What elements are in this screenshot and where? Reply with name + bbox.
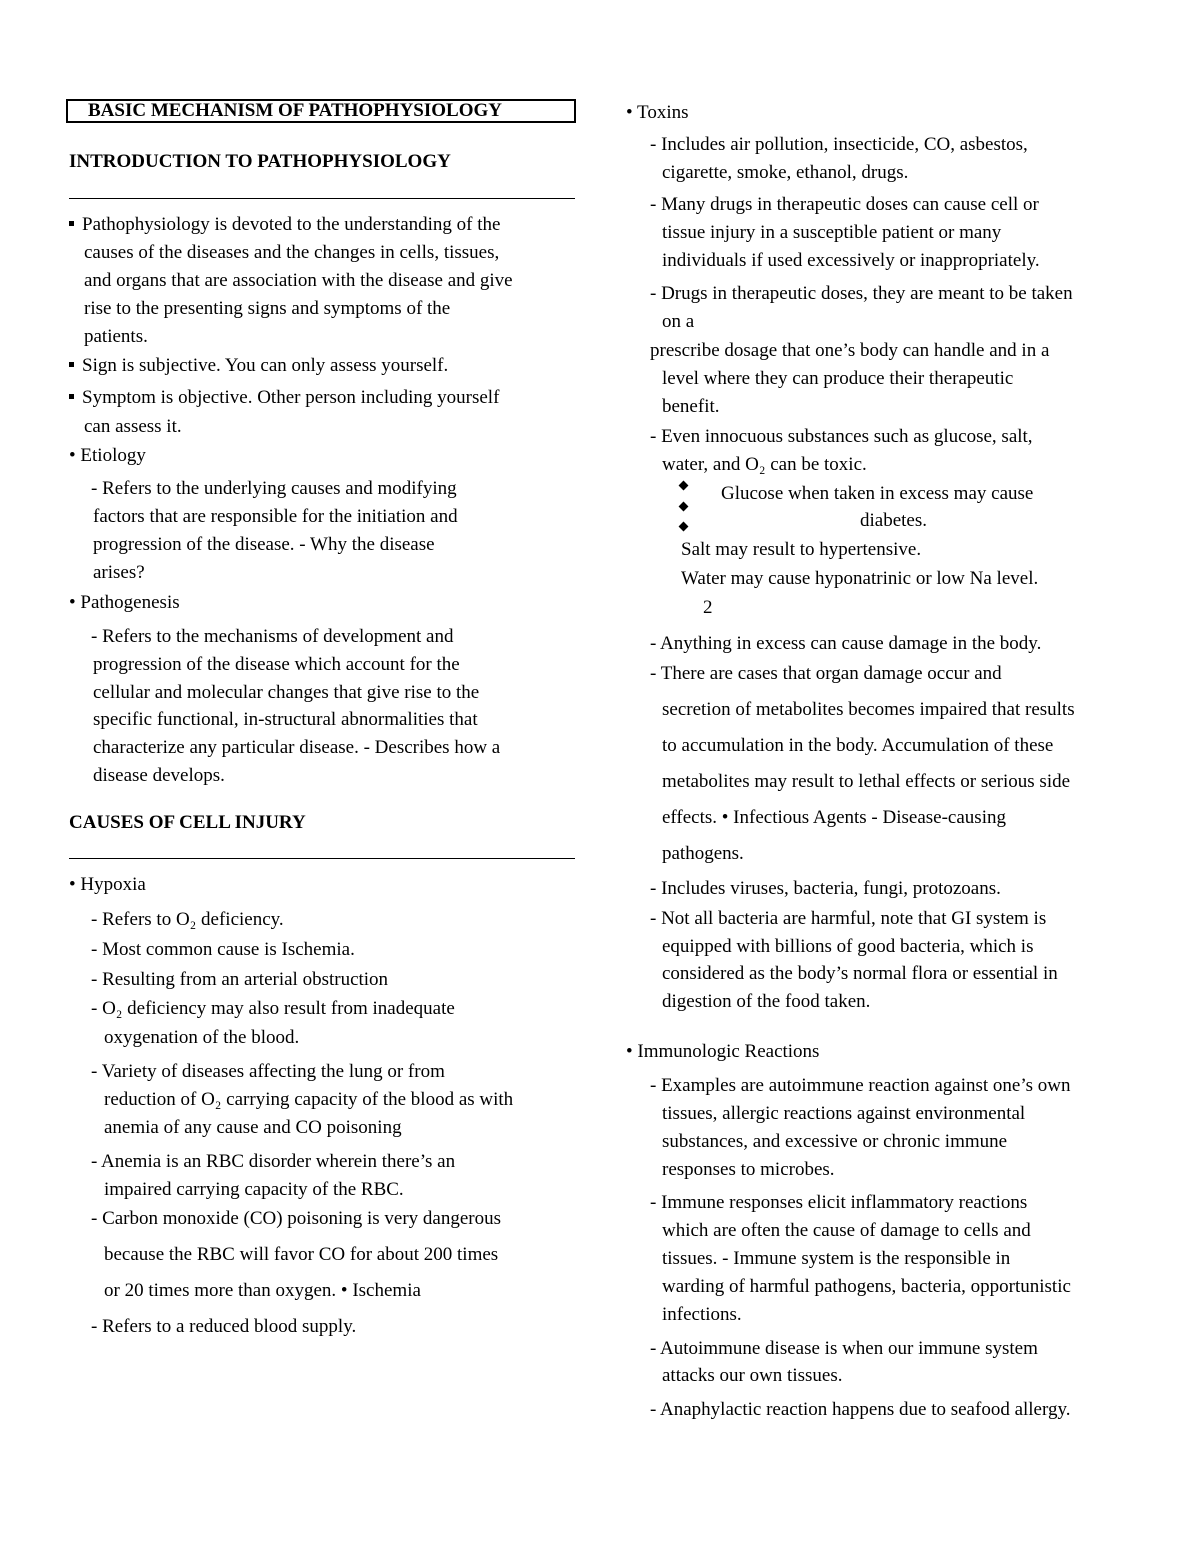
intro-bullet-3 xyxy=(69,388,499,408)
text-line: impaired carrying capacity of the RBC. xyxy=(104,1179,404,1200)
text-line: or 20 times more than oxygen. • Ischemia xyxy=(104,1280,421,1301)
text-line: pathogens. xyxy=(662,843,744,864)
text-line: Salt may result to hypertensive. xyxy=(681,539,922,560)
text-line: secretion of metabolites becomes impaired that results xyxy=(662,699,1075,720)
text-line: Pathophysiology is devoted to the understanding of the xyxy=(82,214,501,235)
text-line: diabetes. xyxy=(860,510,928,531)
hypoxia-bullet: • Hypoxia xyxy=(69,874,146,895)
text-line: equipped with billions of good bacteria, which is xyxy=(662,936,1034,957)
text-line: - Refers to O₂ deficiency. xyxy=(91,909,284,930)
text-line: - Most common cause is Ischemia. xyxy=(91,939,355,960)
etiology-bullet: • Etiology xyxy=(69,445,146,466)
text-line: effects. • Infectious Agents - Disease-causing xyxy=(662,807,1006,828)
text-line: level where they can produce their therapeutic xyxy=(662,368,1014,389)
document-title: BASIC MECHANISM OF PATHOPHYSIOLOGY xyxy=(66,99,576,123)
immunologic-bullet: • Immunologic Reactions xyxy=(626,1041,820,1062)
text-line: can assess it. xyxy=(84,416,182,437)
text-line: disease develops. xyxy=(93,765,225,786)
diamond-bullet-icon xyxy=(679,481,689,491)
text-line: - Includes viruses, bacteria, fungi, protozoans. xyxy=(650,878,1001,899)
text-line: tissues, allergic reactions against environmental xyxy=(662,1103,1026,1124)
text-line: - There are cases that organ damage occur and xyxy=(650,663,1002,684)
text-line: because the RBC will favor CO for about 200 times xyxy=(104,1244,499,1265)
intro-bullet-1 xyxy=(69,215,500,235)
text-line: digestion of the food taken. xyxy=(662,991,871,1012)
text-line: Symptom is objective. Other person including yourself xyxy=(82,387,500,408)
text-line: anemia of any cause and CO poisoning xyxy=(104,1117,402,1138)
text-line: - Variety of diseases affecting the lung or from xyxy=(91,1061,445,1082)
text-line: to accumulation in the body. Accumulation of these xyxy=(662,735,1054,756)
text-line: considered as the body’s normal flora or essential in xyxy=(662,963,1058,984)
text-line: progression of the disease. - Why the disease xyxy=(93,534,435,555)
text-line: - Even innocuous substances such as glucose, salt, xyxy=(650,426,1033,447)
text-line: arises? xyxy=(93,562,145,583)
diamond-bullet-icon xyxy=(679,522,689,532)
text-line: causes of the diseases and the changes in cells, tissues, xyxy=(84,242,500,263)
text-line: - Refers to a reduced blood supply. xyxy=(91,1316,357,1337)
intro-heading: INTRODUCTION TO PATHOPHYSIOLOGY xyxy=(69,151,451,172)
text-line: rise to the presenting signs and symptoms of the xyxy=(84,298,451,319)
text-line: - Examples are autoimmune reaction against one’s own xyxy=(650,1075,1071,1096)
intro-divider xyxy=(69,198,575,199)
text-line: - Immune responses elicit inflammatory reactions xyxy=(650,1192,1028,1213)
text-line: cigarette, smoke, ethanol, drugs. xyxy=(662,162,909,183)
text-line: - Many drugs in therapeutic doses can cause cell or xyxy=(650,194,1039,215)
text-line: - Not all bacteria are harmful, note that GI system is xyxy=(650,908,1047,929)
text-line: - Autoimmune disease is when our immune system xyxy=(650,1338,1038,1359)
text-line: - Drugs in therapeutic doses, they are meant to be taken xyxy=(650,283,1073,304)
square-bullet-icon xyxy=(69,394,74,399)
text-line: which are often the cause of damage to cells and xyxy=(662,1220,1031,1241)
text-line: warding of harmful pathogens, bacteria, opportunistic xyxy=(662,1276,1071,1297)
text-line: characterize any particular disease. - Describes how a xyxy=(93,737,501,758)
text-line: oxygenation of the blood. xyxy=(104,1027,300,1048)
text-line: metabolites may result to lethal effects or serious side xyxy=(662,771,1071,792)
text-line: - O₂ deficiency may also result from inadequate xyxy=(91,998,455,1019)
text-line: attacks our own tissues. xyxy=(662,1365,843,1386)
toxins-bullet: • Toxins xyxy=(626,102,689,123)
text-line: - Anything in excess can cause damage in the body. xyxy=(650,633,1042,654)
text-line: Glucose when taken in excess may cause xyxy=(721,483,1034,504)
square-bullet-icon xyxy=(69,362,74,367)
pathogenesis-bullet: • Pathogenesis xyxy=(69,592,180,613)
text-line: progression of the disease which account for the xyxy=(93,654,460,675)
text-line: benefit. xyxy=(662,396,720,417)
square-bullet-icon xyxy=(69,221,74,226)
text-line: - Refers to the mechanisms of development and xyxy=(91,626,454,647)
text-line: substances, and excessive or chronic immune xyxy=(662,1131,1008,1152)
text-line: tissue injury in a susceptible patient or many xyxy=(662,222,1002,243)
text-line: - Anemia is an RBC disorder wherein there’s an xyxy=(91,1151,456,1172)
text-line: on a xyxy=(662,311,695,332)
causes-divider xyxy=(69,858,575,859)
text-line: patients. xyxy=(84,326,148,347)
text-line: prescribe dosage that one’s body can handle and in a xyxy=(650,340,1050,361)
text-line: cellular and molecular changes that give rise to the xyxy=(93,682,480,703)
text-line: - Anaphylactic reaction happens due to seafood allergy. xyxy=(650,1399,1071,1420)
text-line: - Resulting from an arterial obstruction xyxy=(91,969,389,990)
text-line: Sign is subjective. You can only assess yourself. xyxy=(82,355,449,376)
causes-heading: CAUSES OF CELL INJURY xyxy=(69,812,306,833)
intro-bullet-2 xyxy=(69,356,448,376)
text-line: and organs that are association with the disease and give xyxy=(84,270,513,291)
diamond-bullet-icon xyxy=(679,502,689,512)
text-line: tissues. - Immune system is the responsible in xyxy=(662,1248,1011,1269)
text-line: water, and O₂ can be toxic. xyxy=(662,454,867,475)
text-line: - Carbon monoxide (CO) poisoning is very dangerous xyxy=(91,1208,502,1229)
text-line: specific functional, in-structural abnormalities that xyxy=(93,709,478,730)
text-line: infections. xyxy=(662,1304,742,1325)
text-line: - Refers to the underlying causes and modifying xyxy=(91,478,457,499)
text-line: individuals if used excessively or inappropriately. xyxy=(662,250,1040,271)
text-line: reduction of O₂ carrying capacity of the blood as with xyxy=(104,1089,514,1110)
text-line: Water may cause hyponatrinic or low Na level. xyxy=(681,568,1039,589)
text-line: responses to microbes. xyxy=(662,1159,835,1180)
text-line: - Includes air pollution, insecticide, CO, asbestos, xyxy=(650,134,1028,155)
subscript-marker: 2 xyxy=(703,597,713,618)
text-line: factors that are responsible for the initiation and xyxy=(93,506,458,527)
